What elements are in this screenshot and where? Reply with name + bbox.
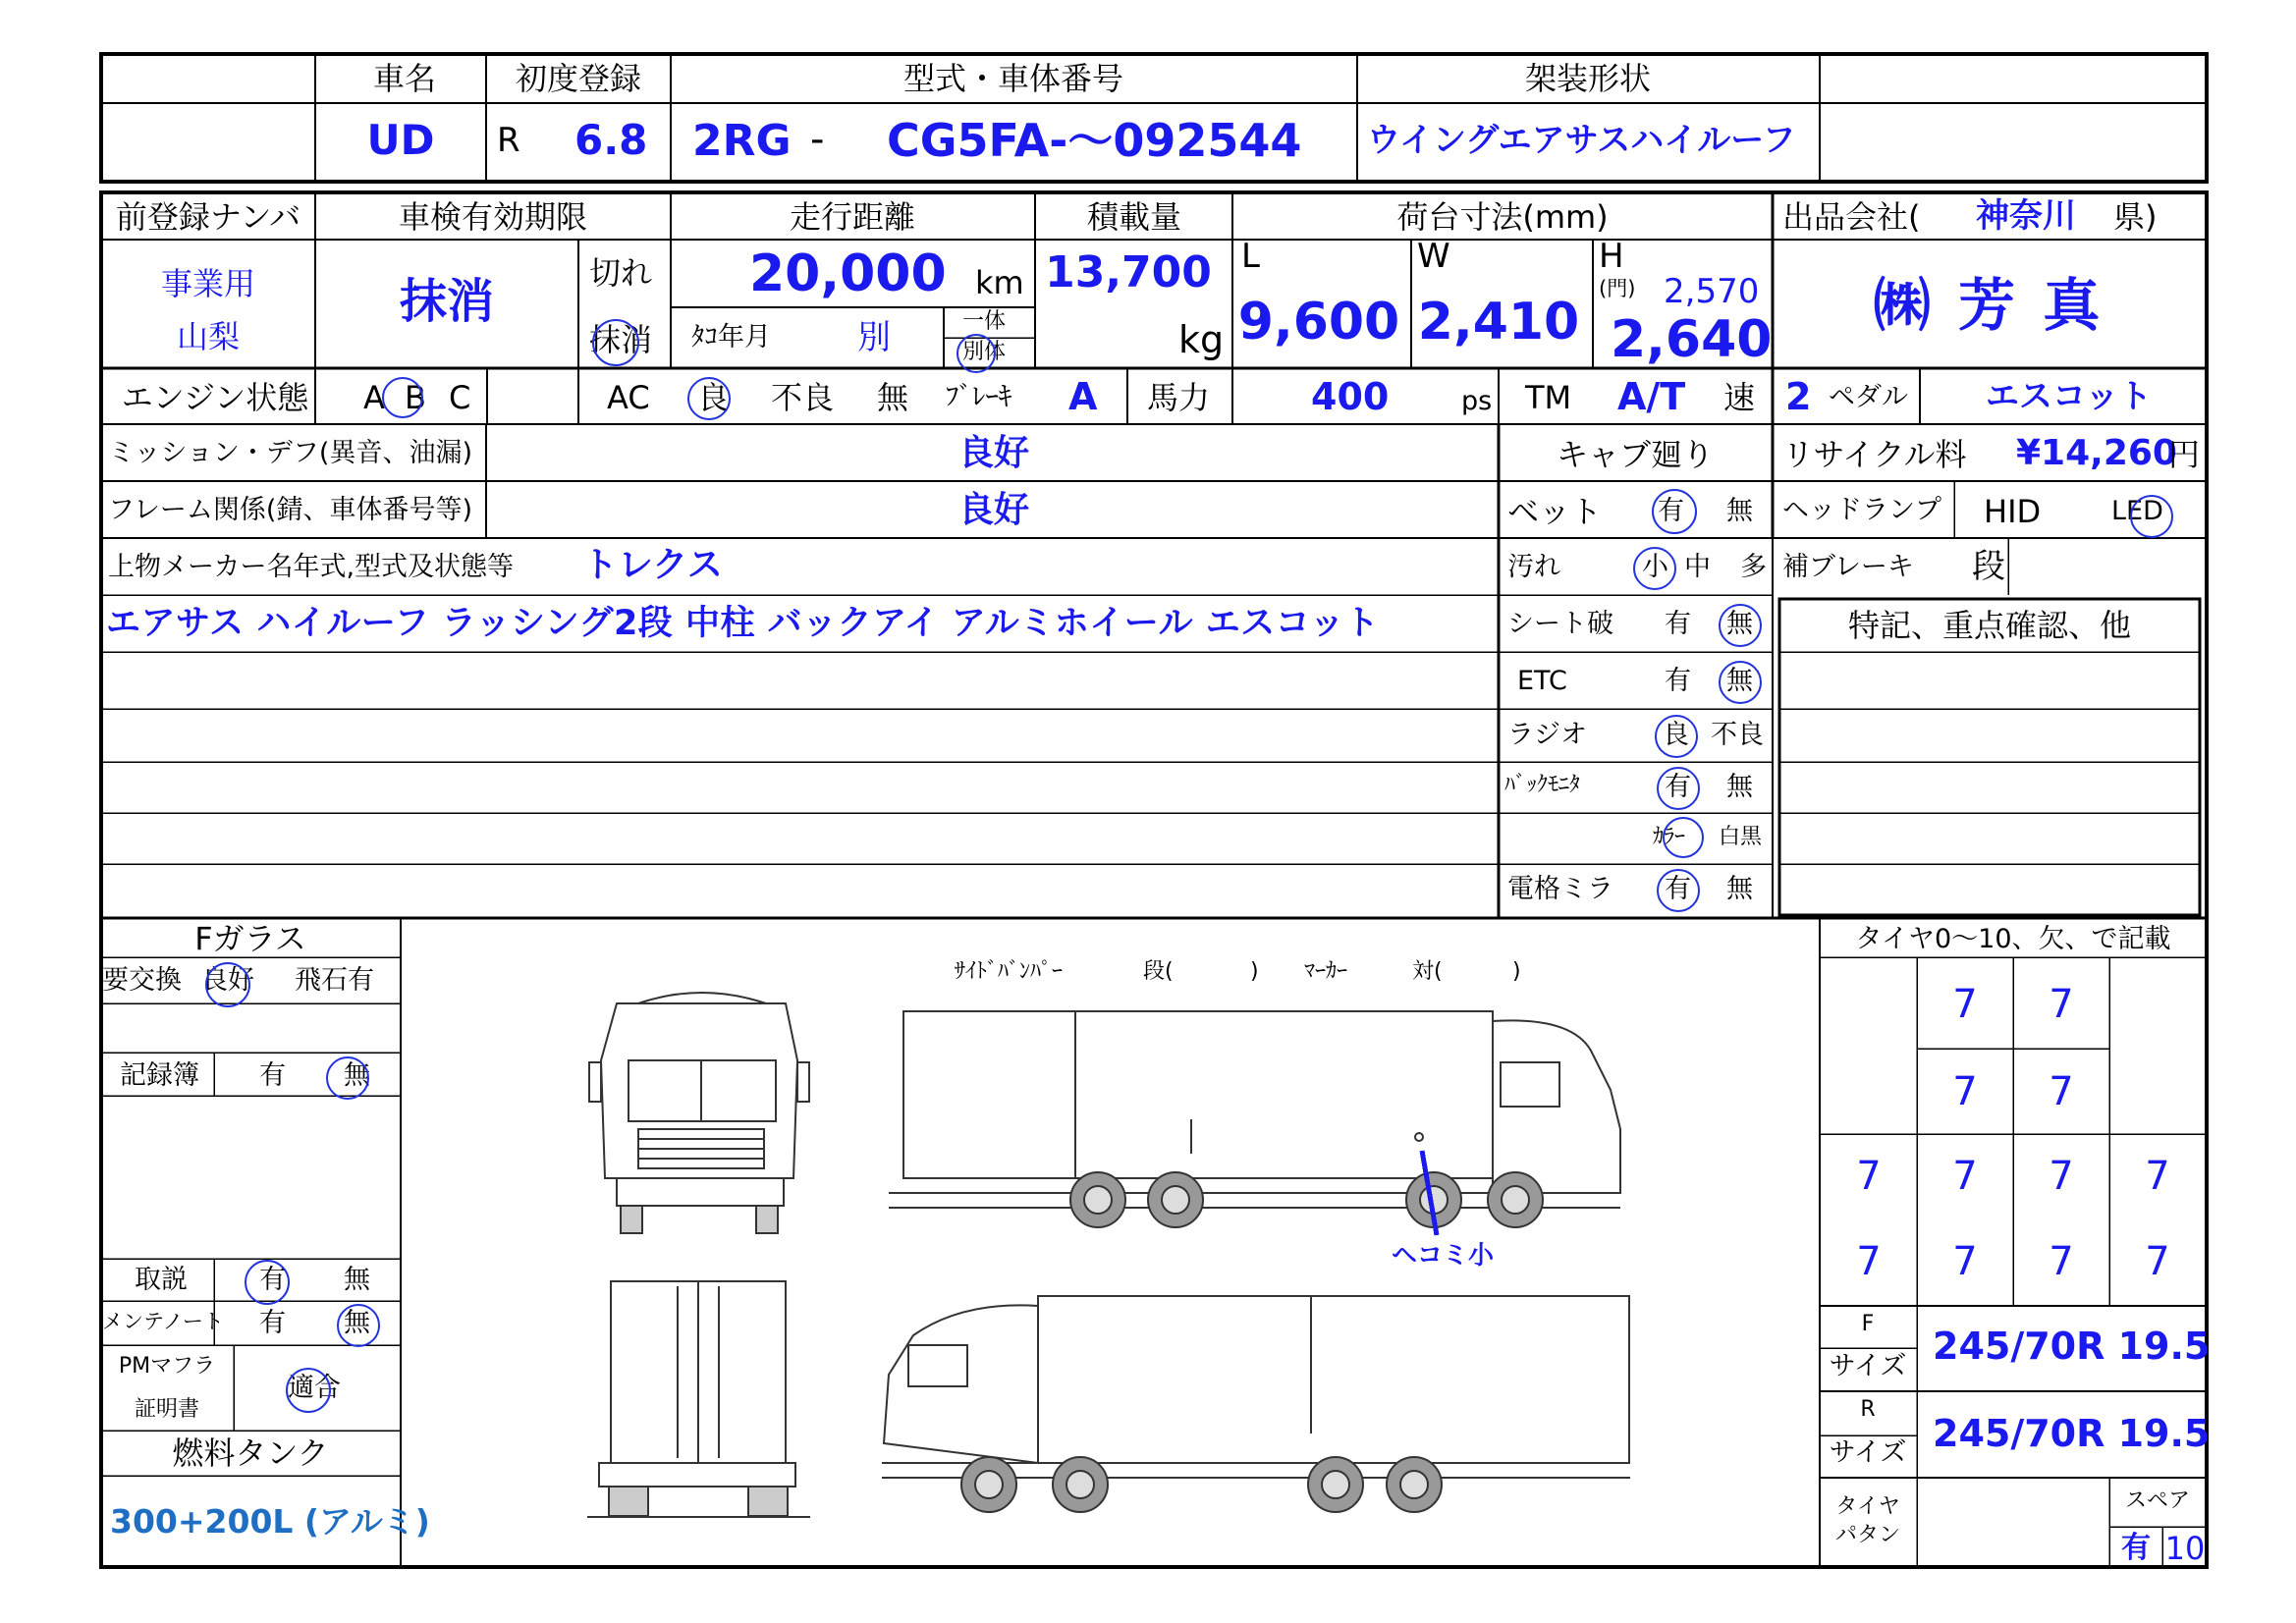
bed-width-value: 2,410 <box>1417 293 1580 352</box>
front-glass-good: 良好 <box>201 965 254 996</box>
bed-yes-circle <box>1652 489 1697 534</box>
tire-title: タイヤ0～10、欠、で記載 <box>1855 924 2171 954</box>
model-value: 2RG <box>692 116 792 166</box>
label-mission-diff: ミッション・デフ(異音、油漏) <box>108 438 472 468</box>
label-prev-plate: 前登録ナンバ <box>115 198 301 236</box>
power-mirror-yes-circle <box>1657 869 1700 912</box>
etc-yes: 有 <box>1665 666 1691 696</box>
label-seller: 出品会社( <box>1782 198 1921 236</box>
ac-good-circle <box>687 377 731 420</box>
label-model-chassis: 型式・車体番号 <box>902 60 1124 97</box>
bed-H-label: H <box>1599 237 1624 276</box>
back-monitor-mono: 白黒 <box>1719 825 1763 849</box>
recycle-value: ¥14,260 <box>2016 433 2177 473</box>
maintenance-note-no-circle <box>337 1304 380 1347</box>
label-rear-tire: R <box>1860 1397 1876 1422</box>
brake-value: A <box>1068 375 1098 418</box>
label-spare: スペア <box>2124 1488 2191 1513</box>
tire-depth: 7 <box>2049 1069 2074 1114</box>
dirt-small: 小 <box>1642 552 1668 582</box>
label-horsepower: 馬力 <box>1147 379 1211 416</box>
bed-L-label: L <box>1241 237 1260 276</box>
label-marker: ﾏｰｶｰ <box>1304 959 1348 984</box>
bed-W-label: W <box>1417 237 1450 276</box>
label-engine: エンジン状態 <box>121 379 309 416</box>
frame-value: 良好 <box>957 490 1030 530</box>
label-side-bumper: ｻｲﾄﾞﾊﾞﾝﾊﾟｰ <box>955 959 1064 984</box>
label-speed: 速 <box>1723 379 1756 416</box>
tm-value: A/T <box>1617 375 1686 418</box>
pm-value-circle <box>286 1368 331 1413</box>
label-cab-area: キャブ廻り <box>1556 436 1715 473</box>
radio-good-circle <box>1655 715 1698 758</box>
led-circle <box>2130 495 2173 538</box>
tire-depth: 7 <box>1856 1154 1882 1199</box>
bed-height-gate-label: (門) <box>1599 277 1636 300</box>
first-registration-value: 6.8 <box>574 116 648 164</box>
label-tm: TM <box>1525 379 1572 416</box>
tire-depth: 7 <box>1952 982 1978 1027</box>
label-recycle: リサイクル料 <box>1782 436 1967 473</box>
maintenance-note-no: 無 <box>344 1308 370 1338</box>
pedal-value: エスコット <box>1986 377 2153 416</box>
upper-body-maker: トレクス <box>582 545 723 585</box>
label-upper-body: 上物メーカー名年式,型式及状態等 <box>108 552 515 582</box>
label-power-mirror: 電格ミラ <box>1507 874 1613 904</box>
front-tire-size: 245/70R 19.5 <box>1933 1325 2211 1368</box>
label-cancelled: 抹消 <box>589 321 653 358</box>
body-type-value: ウイングエアサスハイルーフ <box>1367 121 1796 160</box>
tire-depth: 7 <box>1952 1069 1978 1114</box>
fuel-tank-value: 300+200L (アルミ) <box>110 1502 430 1541</box>
label-record-book: 記録簿 <box>120 1060 199 1091</box>
prev-plate-use: 事業用 <box>160 265 256 302</box>
bed-height-value: 2,640 <box>1611 310 1773 369</box>
aux-brake-value: 段 <box>1972 547 2005 586</box>
label-tire-pattern-1: タイヤ <box>1835 1494 1900 1519</box>
ac-good: 良 <box>697 379 730 416</box>
front-glass-chip: 飛石有 <box>295 965 374 996</box>
tire-depth: 7 <box>2145 1154 2170 1199</box>
engine-grade-b: B <box>405 379 426 416</box>
side-bumper-dan: 段( <box>1143 959 1174 984</box>
label-pm-muffler: PMマフラ <box>118 1354 216 1379</box>
label-back-monitor: ﾊﾞｯｸﾓﾆﾀ <box>1504 773 1581 797</box>
cancelled-circle <box>592 319 639 366</box>
power-mirror-no: 無 <box>1726 874 1753 904</box>
label-rear-tire-size: サイズ <box>1829 1437 1907 1468</box>
label-manual: 取説 <box>135 1265 188 1295</box>
label-body-type: 架装形状 <box>1524 60 1652 97</box>
era-value: R <box>497 121 520 160</box>
label-mileage: 走行距離 <box>789 198 916 236</box>
label-tire-pattern-2: パタン <box>1834 1523 1901 1547</box>
bed-no: 無 <box>1726 496 1753 526</box>
inspection-value: 抹消 <box>399 274 495 329</box>
mileage-unit: km <box>975 264 1024 301</box>
radio-bad: 不良 <box>1711 720 1764 750</box>
front-glass-good-circle <box>205 962 250 1007</box>
headlamp-hid: HID <box>1984 493 2042 530</box>
back-monitor-yes-circle <box>1657 767 1700 810</box>
record-book-yes: 有 <box>259 1060 286 1091</box>
label-bed-dimensions: 荷台寸法(mm) <box>1396 198 1609 236</box>
car-name-value: UD <box>366 116 435 164</box>
chassis-number-value: CG5FA-～092544 <box>887 114 1302 167</box>
label-expired: 切れ <box>589 254 653 292</box>
truck-rear-view <box>587 1281 810 1517</box>
manual-yes-circle <box>245 1260 290 1305</box>
engine-grade-circle <box>382 377 423 418</box>
label-betsutai: 別体 <box>962 340 1007 364</box>
bed-yes: 有 <box>1658 496 1684 526</box>
headlamp-led: LED <box>2111 496 2163 526</box>
label-radio: ラジオ <box>1507 720 1587 750</box>
label-inspection-expiry: 車検有効期限 <box>398 198 588 236</box>
notes-title: 特記、重点確認、他 <box>1847 607 2132 644</box>
truck-side-view-right <box>889 1011 1620 1235</box>
pm-value: 適合 <box>288 1373 341 1403</box>
manual-no: 無 <box>344 1265 370 1295</box>
back-monitor-yes: 有 <box>1665 772 1691 802</box>
prev-plate-region: 山梨 <box>176 318 241 355</box>
maintenance-note-yes: 有 <box>259 1308 286 1338</box>
seat-tear-no: 無 <box>1726 609 1753 639</box>
radio-good: 良 <box>1663 720 1689 750</box>
betsutai-circle <box>957 334 996 373</box>
back-monitor-color: ｶﾗｰ <box>1653 825 1686 849</box>
label-front-glass: Fガラス <box>194 920 306 957</box>
speed-value: 2 <box>1785 375 1812 418</box>
etc-no: 無 <box>1726 666 1753 696</box>
truck-side-view-left <box>882 1296 1630 1512</box>
spare-depth: 10 <box>2164 1530 2206 1567</box>
label-headlamp: ヘッドランプ <box>1782 495 1941 525</box>
horsepower-value: 400 <box>1311 375 1390 418</box>
label-load-capacity: 積載量 <box>1086 198 1182 236</box>
dirt-medium: 中 <box>1684 552 1711 582</box>
tire-depth: 7 <box>1952 1154 1978 1199</box>
front-glass-replace: 要交換 <box>102 965 182 996</box>
model-dash: - <box>810 117 825 162</box>
tire-depth: 7 <box>2049 982 2074 1027</box>
tire-depth: 7 <box>2049 1154 2074 1199</box>
bed-length-value: 9,600 <box>1237 293 1400 352</box>
side-bumper-close: ) <box>1250 959 1259 984</box>
tire-depth: 7 <box>2049 1239 2074 1284</box>
record-book-no: 無 <box>344 1060 370 1091</box>
label-aux-brake: 補ブレーキ <box>1782 552 1914 582</box>
label-pm-certificate: 証明書 <box>134 1397 200 1422</box>
record-book-no-circle <box>326 1056 369 1100</box>
label-bed: ベット <box>1507 493 1603 530</box>
label-brake: ﾌﾞﾚｰｷ <box>946 382 1012 412</box>
seller-prefecture: 神奈川 <box>1976 196 2076 236</box>
etc-no-circle <box>1719 661 1762 704</box>
ac-bad: 不良 <box>771 379 835 416</box>
horsepower-unit: ps <box>1461 386 1493 416</box>
back-monitor-no: 無 <box>1726 772 1753 802</box>
dirt-large: 多 <box>1740 552 1767 582</box>
label-frame: フレーム関係(錆、車体番号等) <box>108 495 472 525</box>
bed-height-gate-value: 2,570 <box>1664 272 1760 311</box>
spare-has: 有 <box>2121 1531 2151 1565</box>
label-first-registration: 初度登録 <box>515 60 642 97</box>
engine-grade-a: A <box>363 379 385 416</box>
engine-grade-c: C <box>449 379 471 416</box>
recycle-unit: 円 <box>2168 436 2201 473</box>
back-monitor-color-circle <box>1663 817 1704 858</box>
dirt-small-circle <box>1633 547 1676 590</box>
tacho-value: 別 <box>857 318 891 357</box>
label-ittai: 一体 <box>962 309 1007 334</box>
label-dirt: 汚れ <box>1507 552 1560 582</box>
manual-yes: 有 <box>259 1265 286 1295</box>
label-pedal: ペダル <box>1829 382 1908 412</box>
label-seat-tear: シート破 <box>1507 609 1613 639</box>
label-etc: ETC <box>1517 666 1567 696</box>
dent-note: ヘコミ小 <box>1392 1241 1495 1271</box>
capacity-unit: kg <box>1178 318 1225 361</box>
capacity-value: 13,700 <box>1045 247 1212 298</box>
mission-diff-value: 良好 <box>957 433 1030 473</box>
marker-tsui: 対( <box>1412 959 1443 984</box>
label-front-tire: F <box>1861 1312 1875 1336</box>
tire-depth: 7 <box>1856 1239 1882 1284</box>
label-fuel-tank: 燃料タンク <box>172 1434 329 1472</box>
label-seller-suffix: 県) <box>2113 198 2158 236</box>
label-car-name: 車名 <box>372 60 437 97</box>
label-ac: AC <box>607 379 650 416</box>
marker-close: ) <box>1512 959 1521 984</box>
tire-depth: 7 <box>2145 1239 2170 1284</box>
label-front-tire-size: サイズ <box>1829 1351 1907 1381</box>
label-tacho: ﾀｺ年月 <box>691 322 771 352</box>
mileage-value: 20,000 <box>749 244 947 303</box>
seller-name: ㈱ 芳 真 <box>1873 272 2105 339</box>
seat-tear-no-circle <box>1719 604 1762 647</box>
equipment-list: エアサス ハイルーフ ラッシング2段 中柱 バックアイ アルミホイール エスコット <box>106 604 1380 643</box>
power-mirror-yes: 有 <box>1665 874 1691 904</box>
label-maintenance-note: メンテノート <box>102 1310 224 1333</box>
seat-tear-yes: 有 <box>1665 609 1691 639</box>
truck-front-view <box>589 993 809 1233</box>
rear-tire-size: 245/70R 19.5 <box>1933 1412 2211 1455</box>
tire-depth: 7 <box>1952 1239 1978 1284</box>
ac-none: 無 <box>877 379 909 416</box>
